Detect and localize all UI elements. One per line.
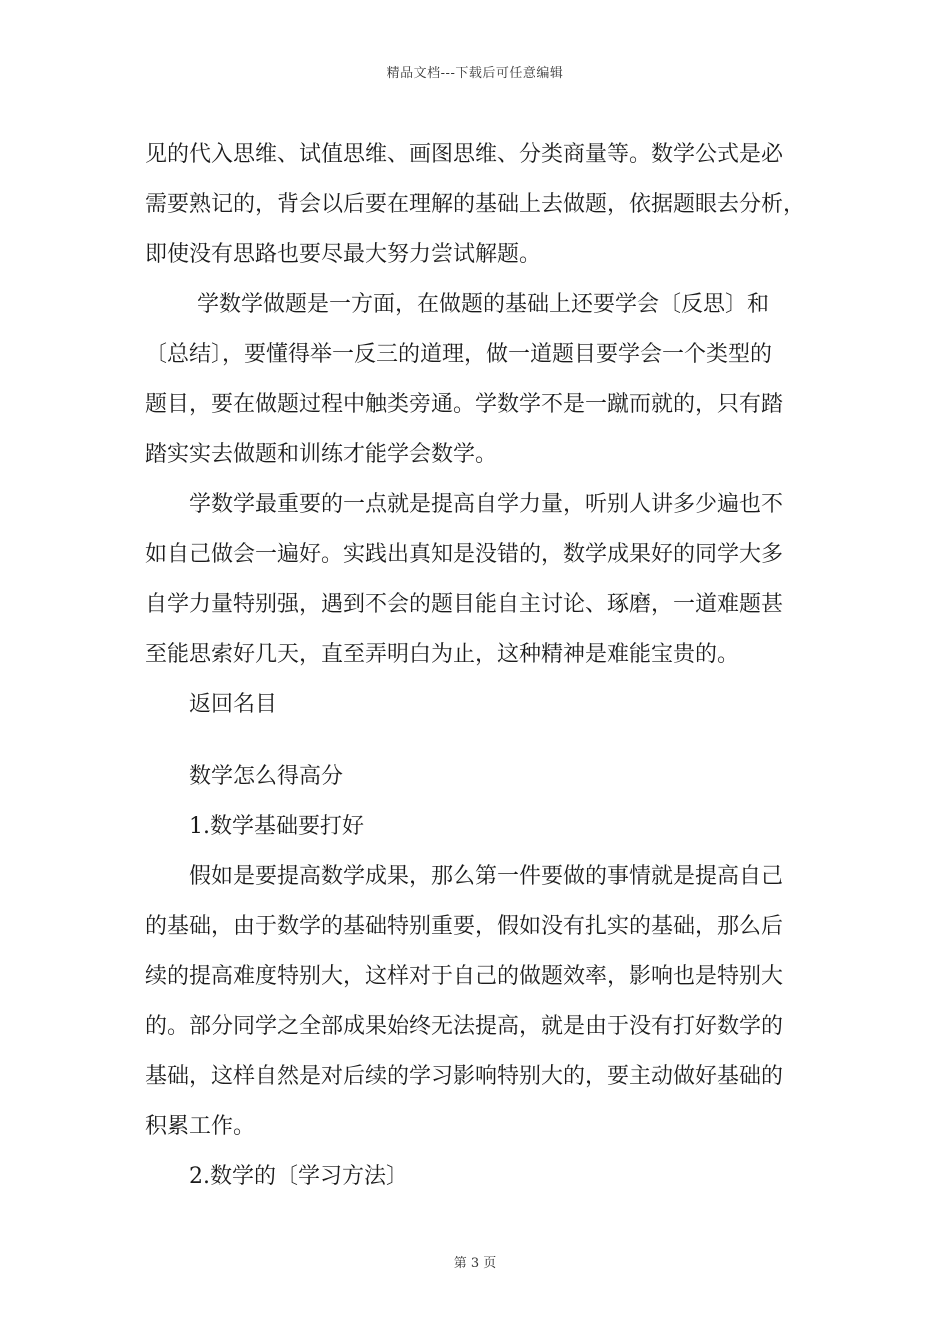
page-header: 精品文档---下载后可任意编辑 — [386, 66, 564, 81]
paragraph-line: 题目，要在做题过程中触类旁通。学数学不是一蹴而就的，只有踏 — [145, 392, 784, 417]
spacer — [145, 730, 810, 752]
paragraph-line: 至能思索好几天，直至弄明白为止，这种精神是难能宝贵的。 — [145, 642, 740, 667]
page-number: 第 3 页 — [453, 1256, 497, 1271]
paragraph-line: 踏实实去做题和训练才能学会数学。 — [145, 442, 498, 467]
paragraph-line: 即使没有思路也要尽最大努力尝试解题。 — [145, 242, 542, 267]
paragraph-line: 的基础，由于数学的基础特别重要，假如没有扎实的基础，那么后 — [145, 914, 784, 939]
paragraph-line: 假如是要提高数学成果，那么第一件要做的事情就是提高自己 — [189, 864, 784, 889]
paragraph-line: 〔总结〕，要懂得举一反三的道理，做一道题目要学会一个类型的 — [145, 342, 773, 367]
paragraph-line: 积累工作。 — [145, 1114, 256, 1139]
paragraph-line: 的。部分同学之全部成果始终无法提高，就是由于没有打好数学的 — [145, 1014, 784, 1039]
item2-heading: 2.数学的〔学习方法〕 — [189, 1164, 408, 1189]
paragraph-line: 学数学做题是一方面，在做题的基础上还要学会〔反思〕和 — [197, 292, 770, 317]
document-body — [145, 130, 810, 1202]
paragraph-line: 基础，这样自然是对后续的学习影响特别大的，要主动做好基础的 — [145, 1064, 784, 1089]
paragraph-line: 需要熟记的，背会以后要在理解的基础上去做题，依据题眼去分析， — [145, 192, 806, 217]
paragraph-line: 续的提高难度特别大，这样对于自己的做题效率，影响也是特别大 — [145, 964, 784, 989]
paragraph-line: 见的代入思维、试值思维、画图思维、分类商量等。数学公式是必 — [145, 142, 784, 167]
section-title: 数学怎么得高分 — [189, 764, 344, 789]
paragraph-line: 学数学最重要的一点就是提高自学力量，听别人讲多少遍也不 — [189, 492, 784, 517]
back-to-contents-link[interactable]: 返回名目 — [189, 692, 278, 717]
item1-heading: 1.数学基础要打好 — [189, 814, 364, 839]
paragraph-line: 如自己做会一遍好。实践出真知是没错的，数学成果好的同学大多 — [145, 542, 784, 567]
paragraph-line: 自学力量特别强，遇到不会的题目能自主讨论、琢磨，一道难题甚 — [145, 592, 784, 617]
